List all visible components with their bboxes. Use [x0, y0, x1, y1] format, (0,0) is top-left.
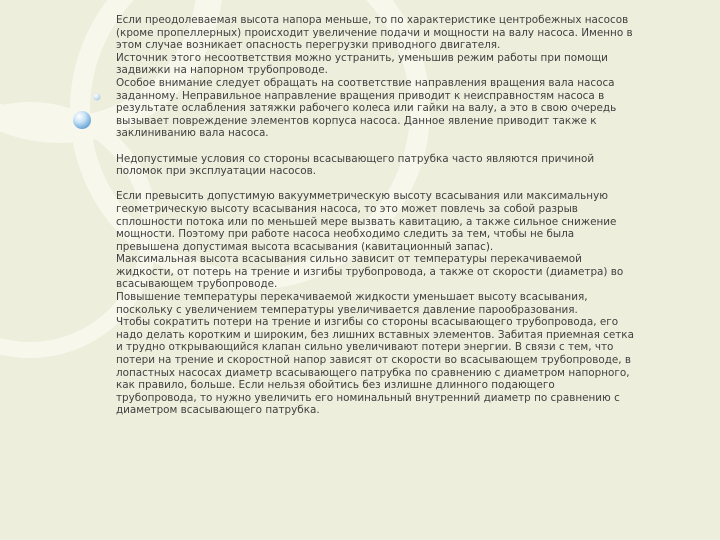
slide-text: [116, 14, 696, 417]
decorative-ball-large: [73, 111, 91, 129]
paragraph-max-suction-height: Максимальная высота всасывания сильно зависит от температуры перекачиваемой жидкости, от потерь на трение и изгибы трубопровода, а также от скорости (диаметра) во всасывающем трубопроводе.: [116, 253, 624, 291]
paragraph-rotation-direction: Особое внимание следует обращать на соответствие направления вращения вала насоса заданному. Неправильное направление вращения приводит к неисправностям насоса в результате ослабления затяжки рабочего колеса или гайки на валу, а это в свою очередь вызывает повреждение элементов корпуса насоса. Данное явление приводит также к заклиниванию вала насоса.: [116, 76, 617, 140]
paragraph-friction-losses: Чтобы сократить потери на трение и изгибы со стороны всасывающего трубопровода, его надо делать коротким и широким, без лишних вставных элементов. Забитая приемная сетка и трудно открывающийся клапан сильно увеличивают потери энергии. В связи с тем, что потери на трение и скоростной напор зависят от скорости во всасывающем трубопроводе, в лопастных насосах диаметр всасывающего патрубка по сравнению с диаметром напорного, как правило, больше. Если нельзя обойтись без излишне длинного подающего трубопровода, то нужно увеличить его номинальный внутренний диаметр по сравнению с диаметром всасывающего патрубка.: [116, 316, 634, 417]
paragraph-cavitation: Если превысить допустимую вакуумметрическую высоту всасывания или максимальную геометрическую высоту всасывания насоса, то это может повлечь за собой разрыв сплошности потока или по меньшей мере вызвать кавитацию, а также сильное снижение мощности. Поэтому при работе насоса необходимо следить за тем, чтобы не была превышена допустимая высота всасывания (кавитационный запас).: [116, 190, 617, 253]
decorative-ball-small: [94, 94, 101, 101]
paragraph-valve-remedy: Источник этого несоответствия можно устранить, уменьшив режим работы при помощи задвижки на напорном трубопроводе.: [116, 51, 608, 77]
paragraph-temperature-effect: Повышение температуры перекачиваемой жидкости уменьшает высоту всасывания, поскольку с увеличением температуры увеличивается давление парообразования.: [116, 291, 588, 316]
paragraph-pressure-head: Если преодолеваемая высота напора меньше, то по характеристике центробежных насосов (кроме пропеллерных) происходит увеличение подачи и мощности на валу насоса. Именно в этом случае возникает опасность перегрузки приводного двигателя.: [116, 14, 633, 52]
paragraph-suction-conditions: Недопустимые условия со стороны всасывающего патрубка часто являются причиной поломок при эксплуатации насосов.: [116, 152, 595, 178]
